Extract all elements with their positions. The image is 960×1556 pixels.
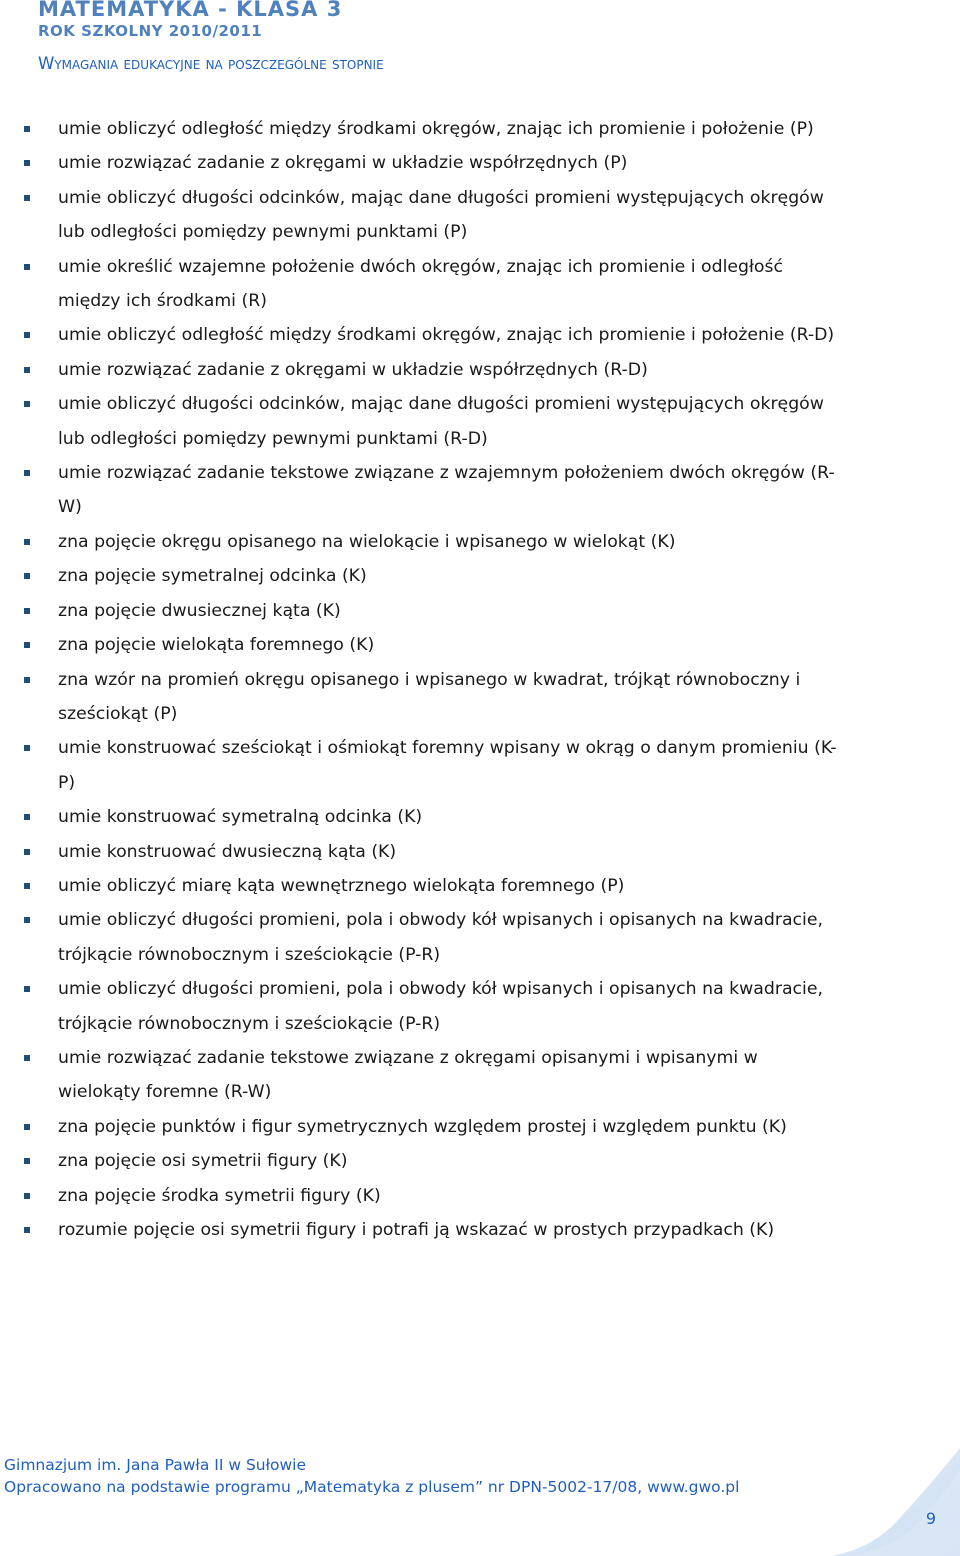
list-item: [0, 663, 960, 732]
list-item-text: zna pojęcie dwusiecznej kąta (K): [58, 600, 341, 621]
page-header: [38, 0, 384, 75]
list-item-text: umie obliczyć miarę kąta wewnętrznego wielokąta foremnego (P): [58, 875, 625, 896]
list-item-text: zna pojęcie punktów i figur symetrycznych względem prostej i względem punktu (K): [58, 1116, 787, 1137]
list-item: [0, 1110, 960, 1144]
list-item: [0, 869, 960, 903]
list-item: [0, 903, 960, 972]
list-item: [0, 731, 960, 800]
bullet-icon: [24, 264, 30, 270]
bullet-icon: [24, 160, 30, 166]
school-year: ROK SZKOLNY 2010/2011: [38, 22, 263, 40]
list-item-text: zna pojęcie symetralnej odcinka (K): [58, 566, 367, 587]
bullet-icon: [24, 195, 30, 201]
list-item-text: umie konstruować dwusieczną kąta (K): [58, 841, 397, 862]
list-item: [0, 800, 960, 834]
bullet-icon: [24, 745, 30, 751]
page-footer: [4, 1454, 739, 1498]
bullet-icon: [24, 1158, 30, 1164]
page-corner-decoration: [832, 1448, 960, 1556]
bullet-icon: [24, 401, 30, 407]
list-item: [0, 594, 960, 628]
list-item-text: zna wzór na promień okręgu opisanego i wpisanego w kwadrat, trójkąt równoboczny i sześciokąt (P): [58, 669, 801, 724]
bullet-icon: [24, 573, 30, 579]
bullet-icon: [24, 332, 30, 338]
bullet-icon: [24, 470, 30, 476]
list-item-text: umie rozwiązać zadanie z okręgami w układzie współrzędnych (R-D): [58, 359, 648, 380]
list-item: [0, 1041, 960, 1110]
list-item-text: zna pojęcie osi symetrii figury (K): [58, 1151, 348, 1172]
list-item: [0, 1213, 960, 1247]
list-item-text: umie rozwiązać zadanie z okręgami w układzie współrzędnych (P): [58, 153, 628, 174]
list-item-text: umie obliczyć długości promieni, pola i obwody kół wpisanych i opisanych na kwadracie, trójkącie równobocznym i sześciokącie (P-R): [58, 979, 823, 1034]
bullet-icon: [24, 1193, 30, 1199]
bullet-icon: [24, 986, 30, 992]
list-item: [0, 1179, 960, 1213]
list-item: [0, 525, 960, 559]
bullet-icon: [24, 367, 30, 373]
list-item-text: zna pojęcie okręgu opisanego na wielokącie i wpisanego w wielokąt (K): [58, 531, 676, 552]
list-item: [0, 1144, 960, 1178]
list-item: [0, 250, 960, 319]
requirements-list: [0, 112, 960, 1247]
list-item: [0, 112, 960, 146]
list-item-text: umie rozwiązać zadanie tekstowe związane z okręgami opisanymi i wpisanymi w wielokąty foremne (R-W): [58, 1047, 758, 1103]
bullet-icon: [24, 1055, 30, 1061]
bullet-icon: [24, 126, 30, 132]
list-item: [0, 972, 960, 1041]
list-item: [0, 181, 960, 250]
bullet-icon: [24, 814, 30, 820]
bullet-icon: [24, 1227, 30, 1233]
list-item: [0, 387, 960, 456]
list-item-text: zna pojęcie środka symetrii figury (K): [58, 1185, 381, 1206]
page-number: 9: [925, 1509, 936, 1528]
footer-source: Opracowano na podstawie programu „Matematyka z plusem” nr DPN-5002-17/08, www.gwo.pl: [4, 1478, 740, 1496]
list-item-text: umie obliczyć odległość między środkami okręgów, znając ich promienie i położenie (R-D): [58, 325, 835, 346]
list-item-text: umie obliczyć długości odcinków, mając dane długości promieni występujących okręgów lub odległości pomiędzy pewnymi punktami (P): [58, 187, 824, 243]
bullet-icon: [24, 849, 30, 855]
list-item-text: umie konstruować symetralną odcinka (K): [58, 807, 423, 828]
list-item-text: umie rozwiązać zadanie tekstowe związane z wzajemnym położeniem dwóch okręgów (R-W): [58, 463, 835, 518]
bullet-icon: [24, 642, 30, 648]
list-item: [0, 146, 960, 180]
bullet-icon: [24, 677, 30, 683]
list-item: [0, 835, 960, 869]
bullet-icon: [24, 1124, 30, 1130]
document-title: MATEMATYKA - KLASA 3: [38, 0, 343, 21]
list-item: [0, 628, 960, 662]
list-item-text: umie obliczyć długości odcinków, mając dane długości promieni występujących okręgów lub odległości pomiędzy pewnymi punktami (R-D): [58, 394, 824, 449]
list-item: [0, 353, 960, 387]
list-item: [0, 318, 960, 352]
list-item-text: rozumie pojęcie osi symetrii figury i potrafi ją wskazać w prostych przypadkach (K): [58, 1220, 775, 1240]
footer-school: Gimnazjum im. Jana Pawła II w Sułowie: [4, 1456, 307, 1474]
bullet-icon: [24, 883, 30, 889]
list-item-text: zna pojęcie wielokąta foremnego (K): [58, 635, 375, 656]
list-item-text: umie obliczyć długości promieni, pola i obwody kół wpisanych i opisanych na kwadracie, trójkącie równobocznym i sześciokącie (P-R): [58, 910, 823, 965]
list-item-text: umie konstruować sześciokąt i ośmiokąt foremny wpisany w okrąg o danym promieniu (K-P): [58, 738, 837, 793]
list-item: [0, 456, 960, 525]
bullet-icon: [24, 608, 30, 614]
list-item-text: umie określić wzajemne położenie dwóch okręgów, znając ich promienie i odległość między ich środkami (R): [58, 256, 783, 312]
list-item: [0, 559, 960, 593]
bullet-icon: [24, 917, 30, 923]
section-subtitle: Wymagania edukacyjne na poszczególne stopnie: [38, 54, 384, 73]
bullet-icon: [24, 539, 30, 545]
list-item-text: umie obliczyć odległość między środkami okręgów, znając ich promienie i położenie (P): [58, 119, 814, 139]
